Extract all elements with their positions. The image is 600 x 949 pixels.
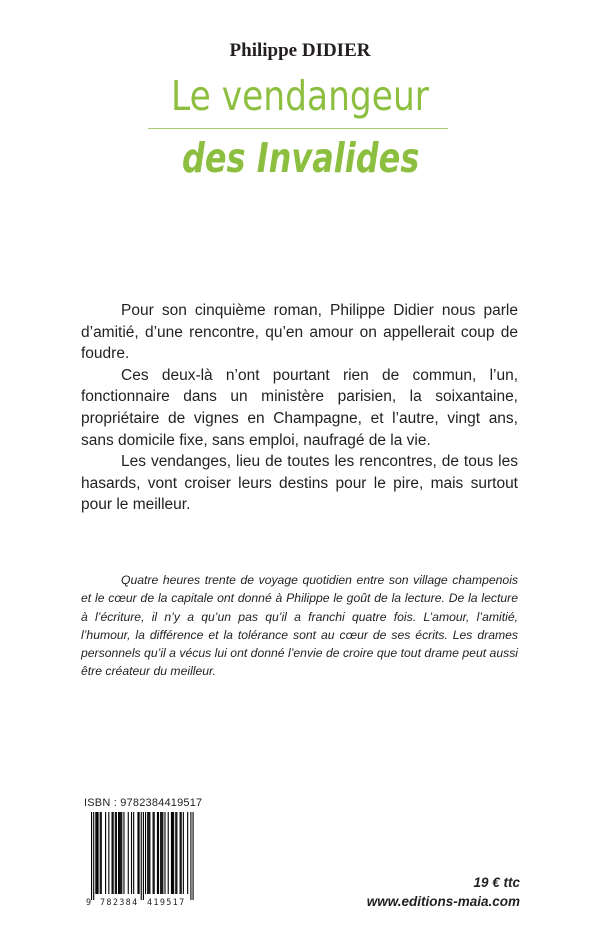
barcode-bar [105,812,106,894]
barcode-bar [164,812,165,894]
barcode-bar [97,812,98,894]
barcode-bar [149,812,150,894]
barcode-bar [121,812,122,894]
barcode-bar [145,812,146,894]
barcode-bars [91,812,194,900]
barcode-bar [137,812,138,894]
barcode-bar [160,812,161,894]
barcode-bar [143,812,144,900]
price: 19 € ttc [473,875,520,890]
barcode-bar [147,812,148,894]
barcode-bar [162,812,163,894]
barcode-bar [120,812,121,894]
barcode-bar [183,812,184,894]
author-biography [81,571,518,681]
title-divider [148,128,448,129]
barcode-bar [112,812,113,894]
barcode-bar [139,812,140,894]
barcode-bar [171,812,172,894]
barcode-bar [96,812,97,894]
barcode-bar [175,812,176,894]
author-bio-text: Quatre heures trente de voyage quotidien entre son village champenois et le cœur de la capitale ont donné à Philippe le goût de la lecture. De la lecture à l’écriture, il n’y a qu’un pas qu’il a franchi quatre fois. L’amour, l’amitié, l’humour, la différence et la tolérance sont au cœur de ses écrits. Les drames personnels qu’il a vécus lui ont donné l’envie de croire que tout drame peut aussi être créateur du meilleur. [81,573,518,679]
publisher-website: www.editions-maia.com [366,894,520,909]
barcode-bar [101,812,102,894]
barcode-bar [176,812,177,894]
barcode-bar [158,812,159,894]
isbn-barcode [84,812,197,907]
barcode-bar [91,812,92,900]
blurb-paragraph: Les vendanges, lieu de toutes les rencontres, de tous les hasards, vont croiser leurs destins pour le pire, mais surtout pour le meilleur. [81,453,518,514]
barcode-bar [116,812,117,894]
barcode-bar [113,812,114,894]
barcode-bar [119,812,120,894]
barcode-bar [123,812,124,894]
barcode-bar [190,812,191,900]
barcode-bar [133,812,134,894]
barcode-bar [131,812,132,894]
barcode-bar [161,812,162,894]
barcode-digits-right: 419517 [147,898,186,907]
author-name: Philippe DIDIER [229,40,371,61]
barcode-bar [173,812,174,894]
barcode-bar [93,812,94,900]
barcode-bar [154,812,155,894]
barcode-bar [100,812,101,894]
barcode-bar [115,812,116,894]
barcode-bar [157,812,158,894]
barcode-bar [118,812,119,894]
barcode-bar [95,812,96,894]
barcode-bar [108,812,109,894]
barcode-bar [153,812,154,894]
blurb-paragraph: Ces deux-là n’ont pourtant rien de commun, l’un, fonctionnaire dans un ministère parisien, la soixantaine, propriétaire de vignes en Champagne, et l’autre, vingt ans, sans domicile fixe, sans emploi, naufragé de la vie. [81,366,518,449]
barcode-bar [141,812,142,900]
barcode-bar [168,812,169,894]
book-title-line-1: Le vendangeur [171,72,429,120]
back-cover-blurb [81,300,518,516]
barcode-bar [187,812,188,894]
blurb-paragraph: Pour son cinquième roman, Philippe Didier nous parle d’amitié, d’une rencontre, qu’en amour on appellerait coup de foudre. [81,302,518,363]
barcode-bar [180,812,181,894]
barcode-digit-first: 9 [86,898,92,907]
barcode-bar [193,812,194,900]
barcode-bar [128,812,129,894]
barcode-bar [172,812,173,894]
barcode-bar [181,812,182,894]
barcode-digits-left: 782384 [100,898,139,907]
book-title-line-2: des Invalides [181,134,420,182]
isbn-label: ISBN : 9782384419517 [84,797,203,809]
barcode-bar [148,812,149,894]
